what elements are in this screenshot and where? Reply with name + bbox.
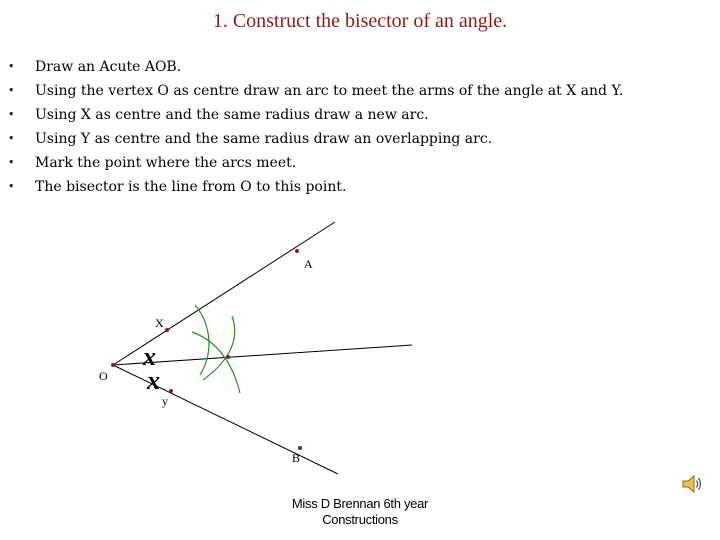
bullet-icon: • <box>8 180 15 193</box>
speaker-icon[interactable] <box>680 472 704 496</box>
arc-mark-1: x <box>143 342 156 371</box>
bullet-icon: • <box>8 156 15 169</box>
bullet-icon: • <box>8 84 15 97</box>
label-b: B <box>292 451 301 465</box>
arc-from-x <box>192 332 240 393</box>
slide-title: 1. Construct the bisector of an angle. <box>212 10 508 32</box>
footer-line-1: Miss D Brennan 6th year <box>291 496 429 511</box>
bullet-icon: • <box>8 132 15 145</box>
bisector-line <box>113 345 412 365</box>
label-x: X <box>155 316 164 330</box>
point-o <box>111 363 115 367</box>
step-text: Using X as centre and the same radius draw a new arc. <box>35 107 429 123</box>
label-a: A <box>304 257 313 271</box>
arc-mark-2: x <box>147 366 160 395</box>
step-text: Using the vertex O as centre draw an arc to meet the arms of the angle at X and Y. <box>35 83 624 99</box>
point-b <box>298 446 302 450</box>
bullet-icon: • <box>8 108 15 121</box>
point-y <box>169 389 173 393</box>
point-intersection <box>226 355 230 359</box>
bullet-icon: • <box>8 60 15 73</box>
point-a <box>295 249 299 253</box>
label-o: O <box>99 369 108 383</box>
footer-credit <box>260 496 460 528</box>
step-text: The bisector is the line from O to this point. <box>35 179 347 195</box>
label-y: y <box>162 394 168 408</box>
step-text: Mark the point where the arcs meet. <box>35 155 297 171</box>
step-text: Using Y as centre and the same radius draw an overlapping arc. <box>35 131 493 147</box>
arc-from-y <box>203 316 235 380</box>
point-x <box>165 328 169 332</box>
step-text: Draw an Acute AOB. <box>35 59 182 75</box>
footer-line-2: Constructions <box>322 512 398 527</box>
